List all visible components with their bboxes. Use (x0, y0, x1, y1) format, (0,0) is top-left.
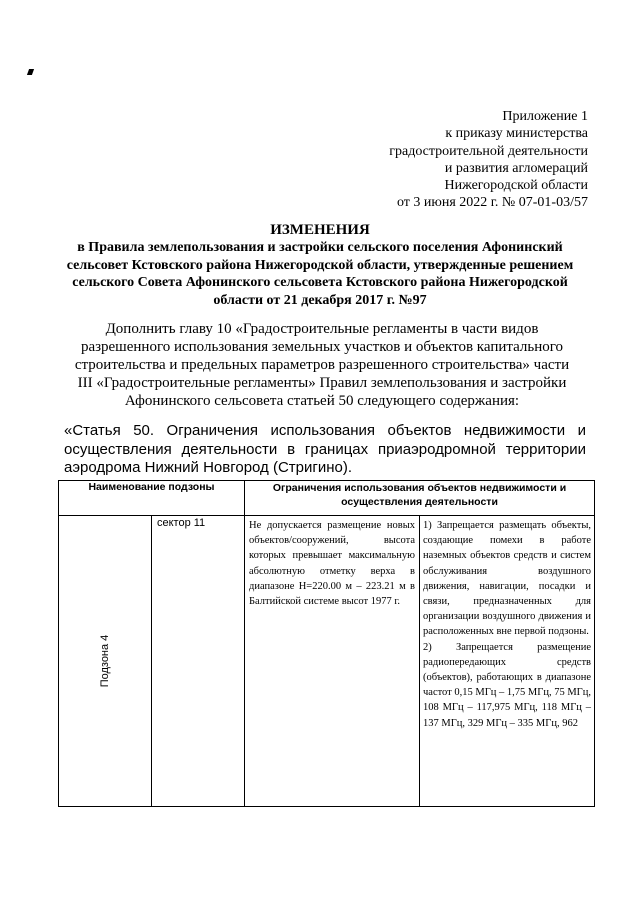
header-restrictions: Ограничения использования объектов недвижимости и осуществления деятельности (245, 481, 595, 516)
appendix-block (308, 108, 588, 212)
appendix-line: Приложение 1 (502, 109, 588, 124)
sector-cell: сектор 11 (152, 516, 245, 807)
activity-restriction-cell (420, 516, 595, 807)
zone-cell (59, 516, 152, 807)
document-subtitle: в Правила землепользования и застройки сельского поселения Афонинский сельсовет Кстовского района Нижегородской области, утвержденные решением сельского Совета Афонинского сельсовета Кстовского района Нижегородской области от 21 декабря 2017 г. №97 (66, 240, 574, 308)
zone-label: Подзона 4 (99, 634, 111, 688)
document-heading (60, 221, 580, 309)
height-restriction-cell: Не допускается размещение новых объектов/сооружений, высота которых превышает максимальную абсолютную отметку верха в диапазоне Н=220.00 м – 223.21 м в Балтийской системе высот 1977 г. (245, 516, 420, 807)
restriction-item: 1) Запрещается размещать объекты, создающие помехи в работе наземных объектов средств и систем обслуживания воздушного движения, навигации, посадки и связи, предназначенных для организации воздушного движения и расположенных вне первой подзоны. (423, 520, 591, 638)
header-subzone: Наименование подзоны (59, 481, 245, 516)
appendix-line: Нижегородской области (444, 178, 588, 194)
table-row (59, 516, 595, 807)
table-header-row (59, 481, 595, 516)
article-paragraph: «Статья 50. Ограничения использования объектов недвижимости и осуществления деятельности в границах приаэродромной территории аэродрома Нижний Новгород (Стригино). (64, 422, 586, 476)
appendix-line: к приказу министерства (445, 126, 588, 142)
restrictions-table (58, 480, 595, 807)
appendix-line: градостроительной деятельности (389, 143, 588, 159)
appendix-line: и развития агломераций (444, 160, 588, 176)
intro-paragraph: Дополнить главу 10 «Градостроительные регламенты в части видов разрешенного использования земельных участков и объектов капитального строительства и предельных параметров разрешенного строительства» части III «Градостроительные регламенты» Правил землепользования и застройки Афонинского сельсовета статьей 50 следующего содержания: (74, 321, 570, 409)
restriction-item: 2) Запрещается размещение радиопередающих средств (объектов), работающих в диапазоне частот 0,15 МГц – 1,75 МГц, 75 МГц, 108 МГц – 117,975 МГц, 118 МГц – 137 МГц, 329 МГц – 335 МГц, 962 (423, 641, 591, 729)
document-title: ИЗМЕНЕНИЯ (270, 222, 370, 238)
scan-mark (27, 69, 34, 75)
appendix-line: от 3 июня 2022 г. № 07-01-03/57 (396, 195, 588, 211)
